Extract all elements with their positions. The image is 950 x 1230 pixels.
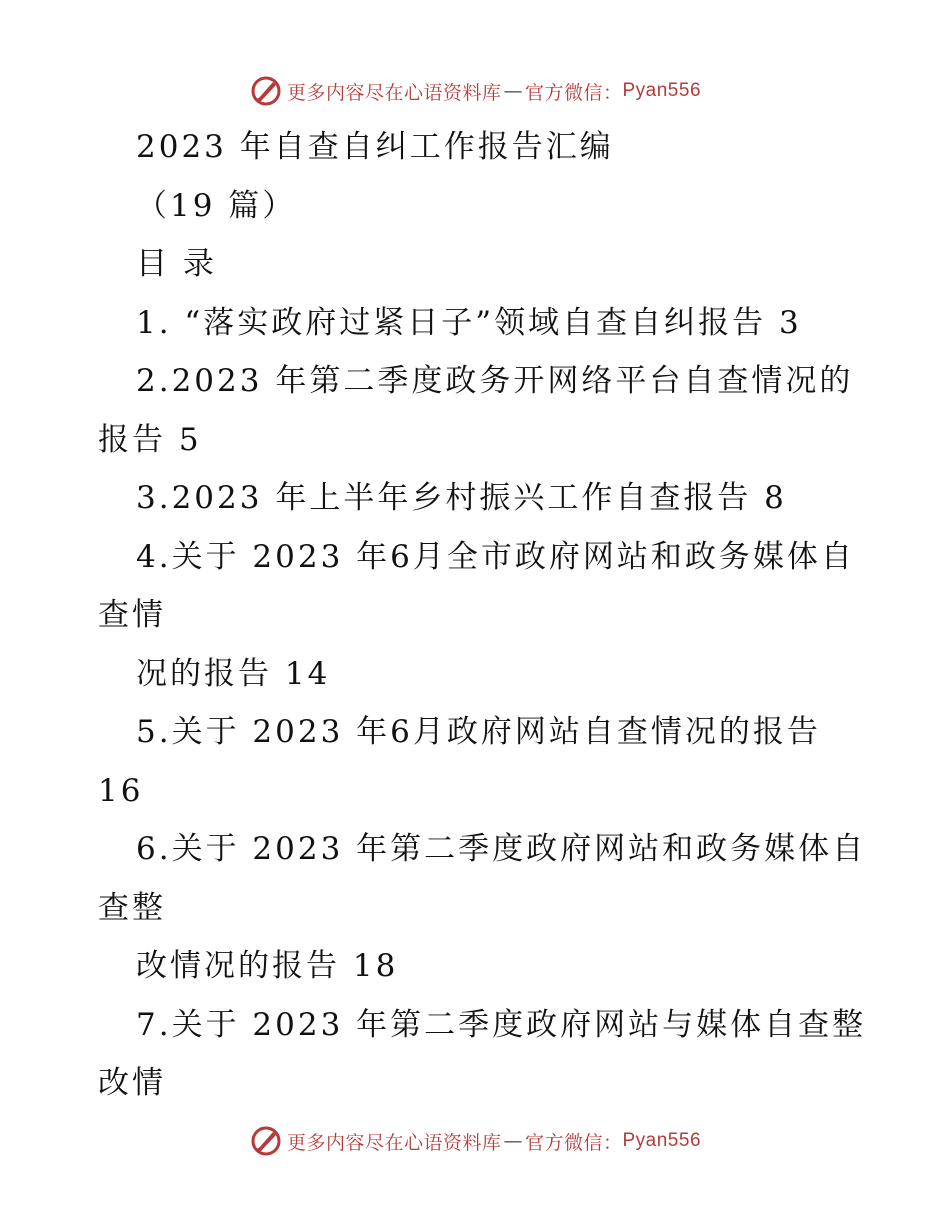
toc-entry-1: 1. “落实政府过紧日子”领域自查自纠报告 3 (136, 304, 802, 341)
pen-circle-logo-icon (249, 74, 283, 108)
toc-entry-3: 3.2023 年上半年乡村振兴工作自查报告 8 (136, 480, 787, 516)
toc-entry-4-cont: 查情 (98, 597, 166, 633)
toc-entry-4-cont2: 况的报告 14 (136, 655, 331, 692)
watermark-id: Pyan556 (622, 1130, 702, 1151)
toc-entry-6: 6.关于 2023 年第二季度政府网站和政务媒体自 (136, 831, 867, 867)
toc-entry-2-cont: 报告 5 (98, 421, 202, 458)
toc-entry-6-cont2: 改情况的报告 18 (136, 948, 399, 984)
toc-heading: 目 录 (136, 246, 217, 282)
footer-watermark (0, 1124, 950, 1158)
toc-entry-5: 5.关于 2023 年6月政府网站自查情况的报告 (136, 714, 821, 750)
watermark-id: Pyan556 (622, 80, 702, 101)
pen-circle-logo-icon (249, 1124, 283, 1158)
watermark-text: 更多内容尽在心语资料库 (286, 81, 502, 104)
toc-entry-5-cont: 16 (98, 772, 144, 809)
document-title: 2023 年自查自纠工作报告汇编 (136, 129, 614, 165)
toc-entry-6-cont: 查整 (98, 889, 166, 926)
toc-entry-7: 7.关于 2023 年第二季度政府网站与媒体自查整 (136, 1006, 867, 1043)
header-watermark (0, 74, 950, 108)
document-subtitle: （19 篇） (136, 187, 297, 224)
toc-entry-2: 2.2023 年第二季度政务开网络平台自查情况的 (136, 363, 854, 399)
document-body (0, 118, 950, 1113)
watermark-separator: — (503, 1130, 523, 1152)
toc-entry-4: 4.关于 2023 年6月全市政府网站和政务媒体自 (136, 538, 855, 575)
watermark-separator: — (503, 80, 523, 102)
watermark-text: 更多内容尽在心语资料库 (286, 1131, 502, 1154)
watermark-contact: 官方微信： (524, 81, 623, 104)
toc-entry-7-cont: 改情 (98, 1065, 166, 1101)
watermark-contact: 官方微信： (524, 1131, 623, 1154)
